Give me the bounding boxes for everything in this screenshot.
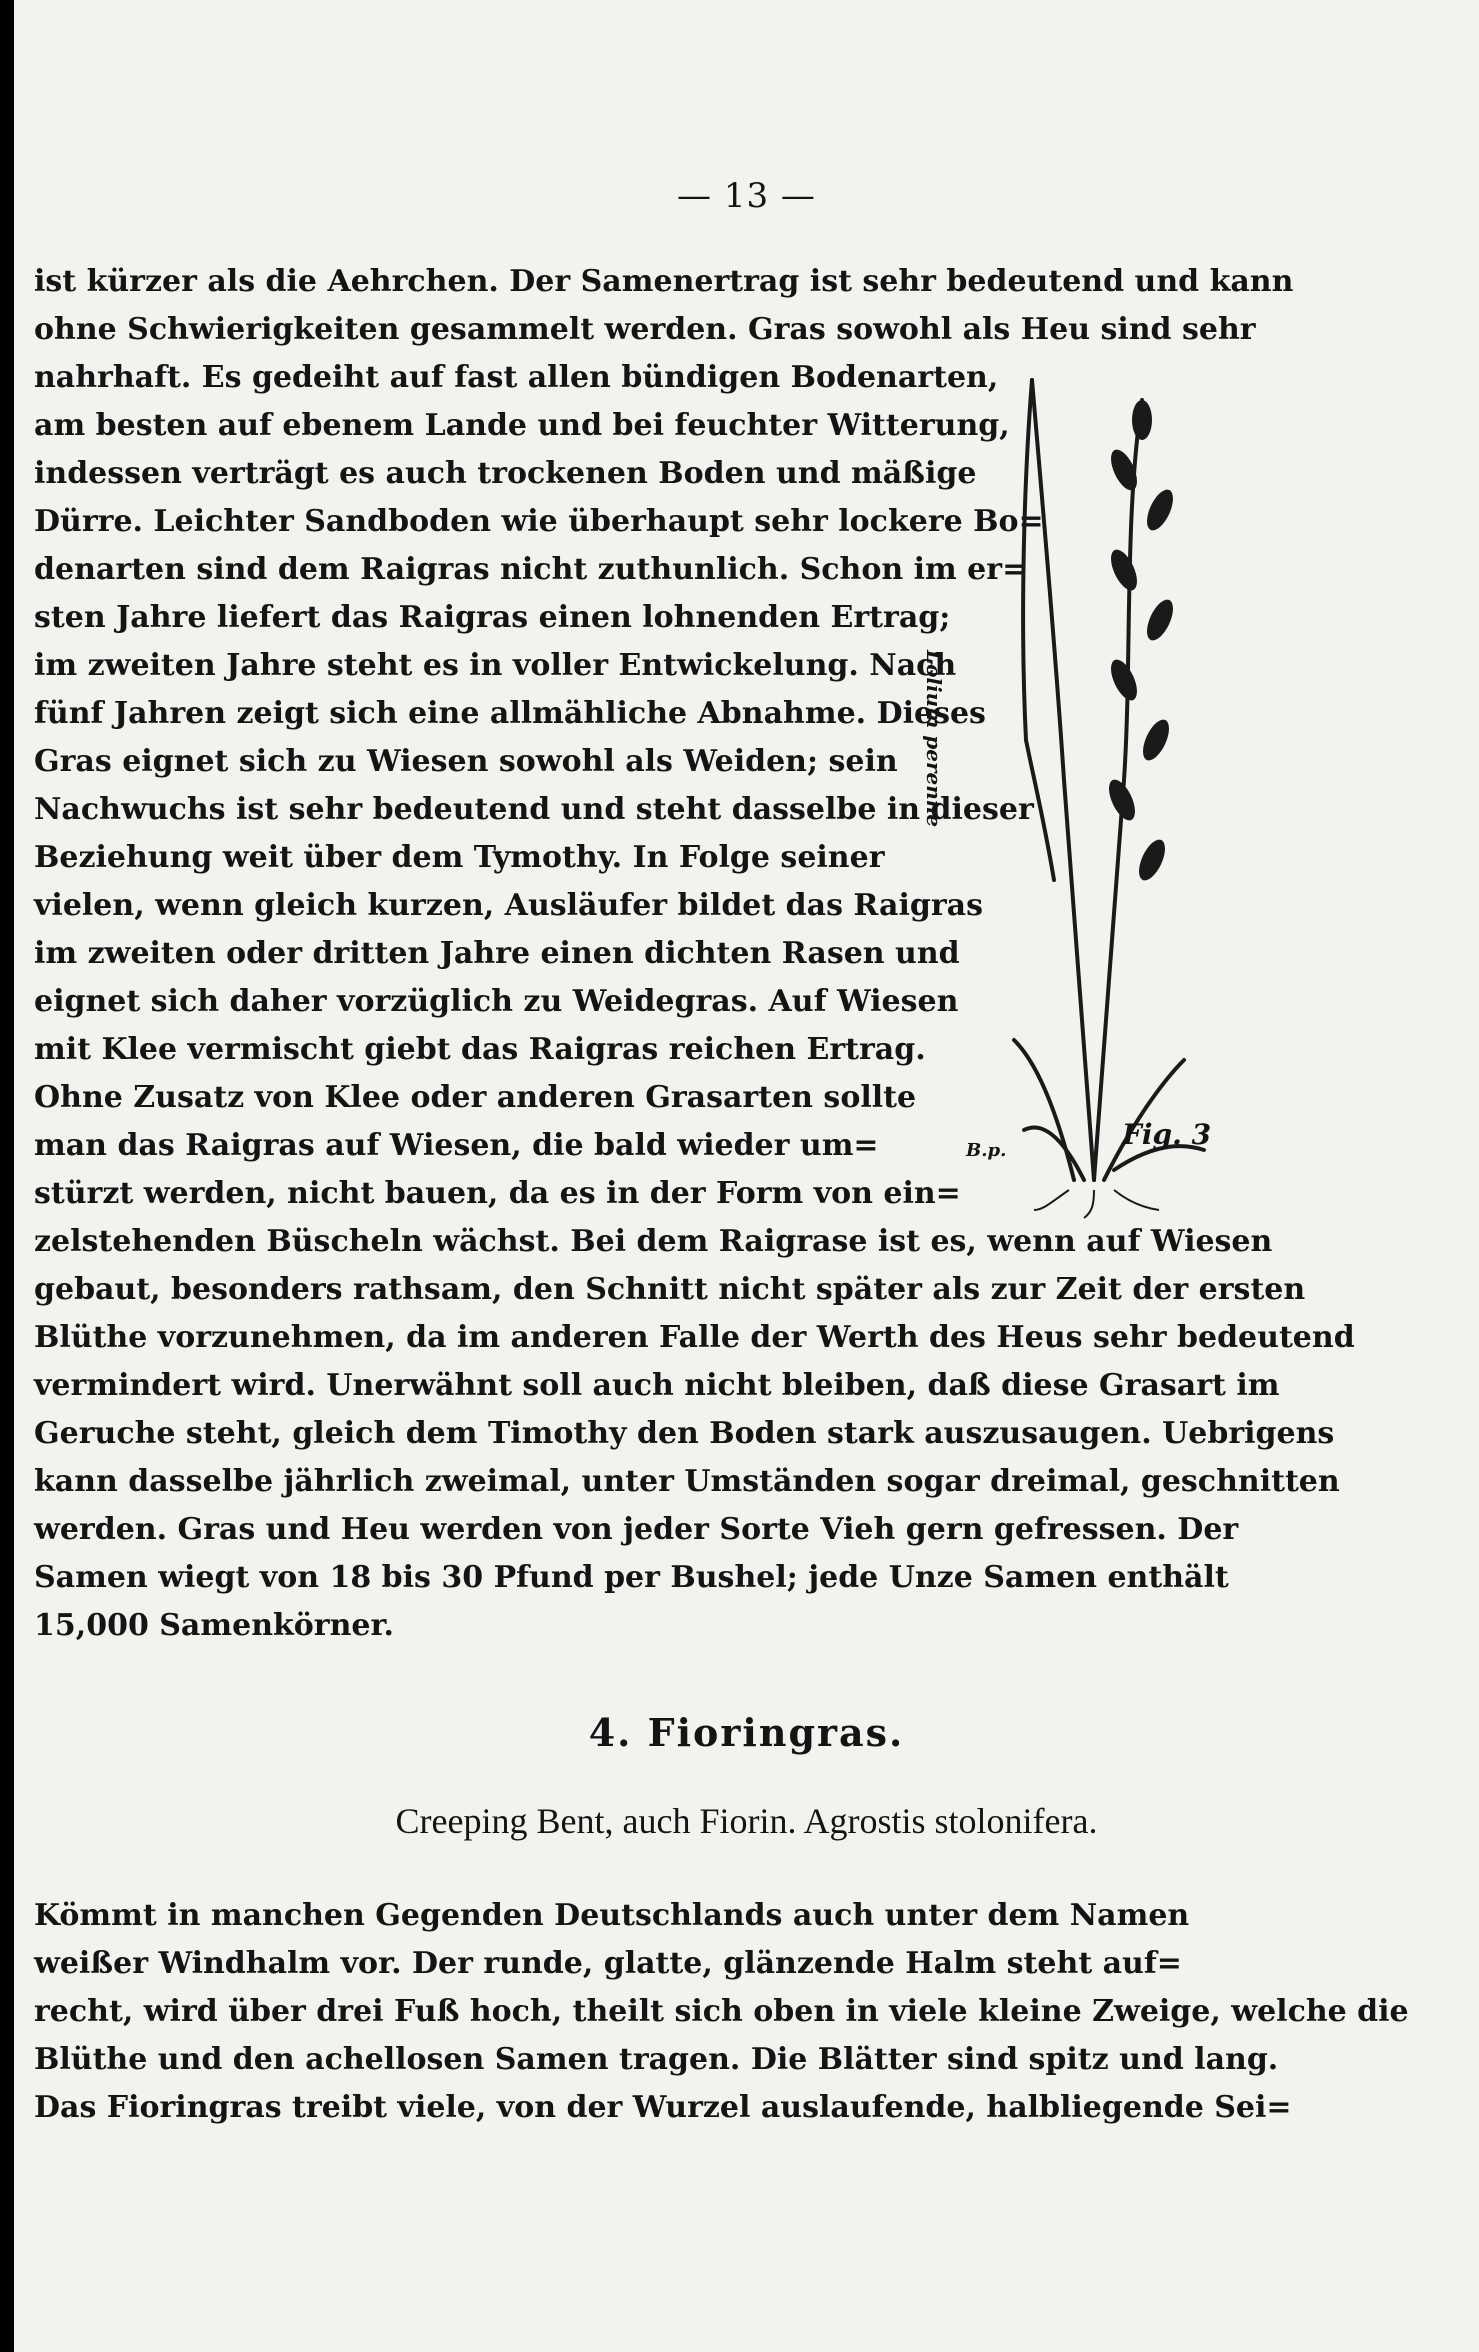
section-subtitle: Creeping Bent, auch Fiorin. Agrostis stolonifera. — [395, 1801, 1098, 1841]
text-line: werden. Gras und Heu werden von jeder Sorte Vieh gern gefressen. Der — [34, 1512, 1239, 1547]
text-line: vielen, wenn gleich kurzen, Ausläufer bildet das Raigras — [34, 888, 983, 923]
page-number: — 13 — — [677, 176, 816, 216]
text-line: sten Jahre liefert das Raigras einen lohnenden Ertrag; — [34, 600, 951, 635]
text-line: eignet sich daher vorzüglich zu Weidegras. Auf Wiesen — [34, 984, 959, 1019]
text-line: Samen wiegt von 18 bis 30 Pfund per Bushel; jede Unze Samen enthält — [34, 1560, 1229, 1595]
text-line: mit Klee vermischt giebt das Raigras reichen Ertrag. — [34, 1032, 926, 1067]
text-line: vermindert wird. Unerwähnt soll auch nicht bleiben, daß diese Grasart im — [34, 1368, 1280, 1403]
text-line: stürzt werden, nicht bauen, da es in der Form von ein= — [34, 1176, 961, 1211]
text-line: Das Fioringras treibt viele, von der Wurzel auslaufende, halbliegende Sei= — [34, 2090, 1292, 2125]
text-line: ist kürzer als die Aehrchen. Der Samenertrag ist sehr bedeutend und kann — [34, 264, 1294, 299]
text-line: Blüthe vorzunehmen, da im anderen Falle der Werth des Heus sehr bedeutend — [34, 1320, 1355, 1355]
text-line: Dürre. Leichter Sandboden wie überhaupt sehr lockere Bo= — [34, 504, 1044, 539]
text-line: gebaut, besonders rathsam, den Schnitt nicht später als zur Zeit der ersten — [34, 1272, 1306, 1307]
grass-illustration — [974, 360, 1234, 1220]
grass-drawing — [974, 360, 1234, 1220]
figure-initials: B.p. — [966, 1140, 1007, 1161]
book-page — [14, 0, 1479, 2352]
text-line: nahrhaft. Es gedeiht auf fast allen bündigen Bodenarten, — [34, 360, 999, 395]
figure-side-label: Lolium perenne — [922, 650, 946, 828]
text-line: Beziehung weit über dem Tymothy. In Folge seiner — [34, 840, 885, 875]
text-line: fünf Jahren zeigt sich eine allmähliche Abnahme. Dieses — [34, 696, 986, 731]
text-line: im zweiten oder dritten Jahre einen dichten Rasen und — [34, 936, 960, 971]
text-line: Geruche steht, gleich dem Timothy den Boden stark auszusaugen. Uebrigens — [34, 1416, 1335, 1451]
text-line: recht, wird über drei Fuß hoch, theilt sich oben in viele kleine Zweige, welche die — [34, 1994, 1409, 2029]
text-line: indessen verträgt es auch trockenen Boden und mäßige — [34, 456, 977, 491]
figure-caption: Fig. 3 — [1122, 1118, 1212, 1151]
section-heading: 4. Fioringras. — [588, 1710, 905, 1755]
text-line: denarten sind dem Raigras nicht zuthunlich. Schon im er= — [34, 552, 1028, 587]
text-line: ohne Schwierigkeiten gesammelt werden. Gras sowohl als Heu sind sehr — [34, 312, 1256, 347]
text-line: 15,000 Samenkörner. — [34, 1608, 394, 1643]
text-line: Ohne Zusatz von Klee oder anderen Grasarten sollte — [34, 1080, 917, 1115]
text-line: man das Raigras auf Wiesen, die bald wieder um= — [34, 1128, 879, 1163]
text-line: am besten auf ebenem Lande und bei feuchter Witterung, — [34, 408, 1010, 443]
text-line: weißer Windhalm vor. Der runde, glatte, glänzende Halm steht auf= — [34, 1946, 1182, 1981]
text-line: im zweiten Jahre steht es in voller Entwickelung. Nach — [34, 648, 957, 683]
text-line: Nachwuchs ist sehr bedeutend und steht dasselbe in dieser — [34, 792, 1034, 827]
text-line: Gras eignet sich zu Wiesen sowohl als Weiden; sein — [34, 744, 898, 779]
text-line: Blüthe und den achellosen Samen tragen. Die Blätter sind spitz und lang. — [34, 2042, 1279, 2077]
text-line: zelstehenden Büscheln wächst. Bei dem Raigrase ist es, wenn auf Wiesen — [34, 1224, 1273, 1259]
text-line: kann dasselbe jährlich zweimal, unter Umständen sogar dreimal, geschnitten — [34, 1464, 1340, 1499]
text-line: Kömmt in manchen Gegenden Deutschlands auch unter dem Namen — [34, 1898, 1190, 1933]
